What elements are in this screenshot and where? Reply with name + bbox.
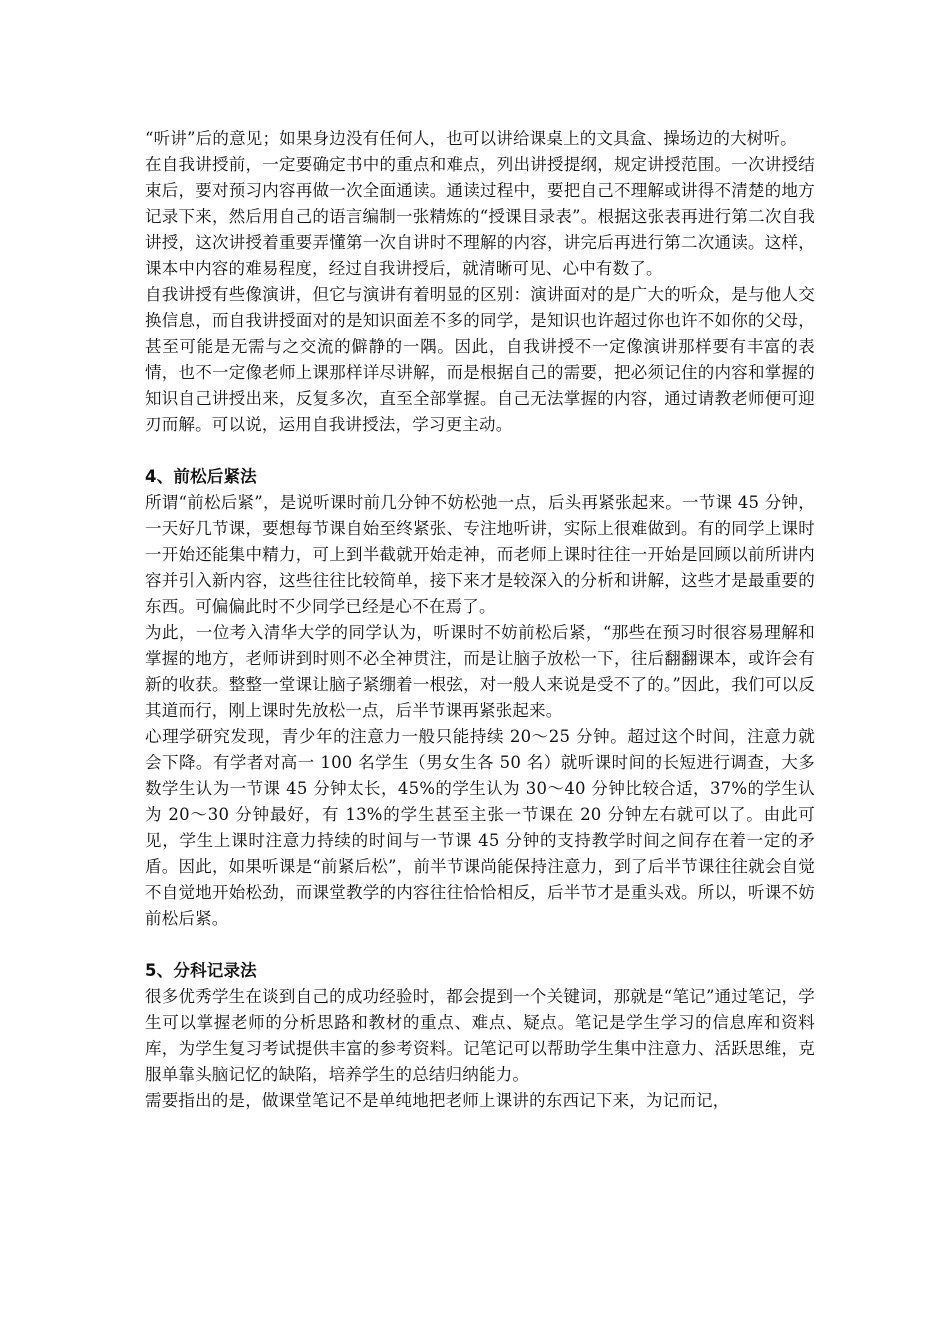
section-4 [145,464,815,932]
paragraph: 在自我讲授前，一定要确定书中的重点和难点，列出讲授提纲，规定讲授范围。一次讲授结束后，要对预习内容再做一次全面通读。通读过程中，要把自己不理解或讲得不清楚的地方记录下来，然后用自己的语言编制一张精炼的“授课目录表”。根据这张表再进行第二次自我讲授，这次讲授着重要弄懂第一次自讲时不理解的内容，讲完后再进行第二次通读。这样，课本中内容的难易程度，经过自我讲授后，就清晰可见、心中有数了。 [145,155,815,278]
paragraph: 需要指出的是，做课堂笔记不是单纯地把老师上课讲的东西记下来，为记而记， [145,1091,730,1110]
section-heading: 5、分科记录法 [145,961,257,980]
paragraph: 为此，一位考入清华大学的同学认为，听课时不妨前松后紧，“那些在预习时很容易理解和掌握的地方，老师讲到时则不必全神贯注，而是让脑子放松一下，往后翻翻课本，或许会有新的收获。整整一堂课让脑子紧绷着一根弦，对一般人来说是受不了的。”因此，我们可以反其道而行，刚上课时先放松一点，后半节课再紧张起来。 [145,623,815,720]
section-5 [145,958,815,1114]
paragraph: “听讲”后的意见；如果身边没有任何人，也可以讲给课桌上的文具盒、操场边的大树听。 [145,129,797,148]
intro-section [145,126,815,438]
paragraph: 所谓“前松后紧”，是说听课时前几分钟不妨松弛一点，后头再紧张起来。一节课 45 分钟，一天好几节课，要想每节课自始至终紧张、专注地听讲，实际上很难做到。有的同学上课时一开始还能集中精力，可上到半截就开始走神，而老师上课时往往一开始是回顾以前所讲内容并引入新内容，这些往往比较简单，接下来才是较深入的分析和讲解，这些才是最重要的东西。可偏偏此时不少同学已经是心不在焉了。 [145,493,815,616]
paragraph: 自我讲授有些像演讲，但它与演讲有着明显的区别：演讲面对的是广大的听众，是与他人交换信息，而自我讲授面对的是知识面差不多的同学，是知识也许超过你也许不如你的父母，甚至可能是无需与之交流的僻静的一隅。因此，自我讲授不一定像演讲那样要有丰富的表情，也不一定像老师上课那样详尽讲解，而是根据自己的需要，把必须记住的内容和掌握的知识自己讲授出来，反复多次，直至全部掌握。自己无法掌握的内容，通过请教老师便可迎刃而解。可以说，运用自我讲授法，学习更主动。 [145,285,815,434]
paragraph: 很多优秀学生在谈到自己的成功经验时，都会提到一个关键词，那就是“笔记”通过笔记，学生可以掌握老师的分析思路和教材的重点、难点、疑点。笔记是学生学习的信息库和资料库，为学生复习考试提供丰富的参考资料。记笔记可以帮助学生集中注意力、活跃思维，克服单靠头脑记忆的缺陷，培养学生的总结归纳能力。 [145,987,815,1084]
paragraph: 心理学研究发现，青少年的注意力一般只能持续 20～25 分钟。超过这个时间，注意力就会下降。有学者对高一 100 名学生（男女生各 50 名）就听课时间的长短进行调查，大多数学生认为一节课 45 分钟太长，45%的学生认为 30～40 分钟比较合适，37%的学生认为 20～30 分钟最好，有 13%的学生甚至主张一节课在 20 分钟左右就可以了。由此可见，学生上课时注意力持续的时间与一节课 45 分钟的支持教学时间之间存在着一定的矛盾。因此，如果听课是“前紧后松”，前半节课尚能保持注意力，到了后半节课往往就会自觉不自觉地开始松劲，而课堂教学的内容往往恰恰相反，后半节才是重头戏。所以，听课不妨前松后紧。 [145,727,815,928]
document-page [145,126,815,1114]
section-heading: 4、前松后紧法 [145,467,257,486]
